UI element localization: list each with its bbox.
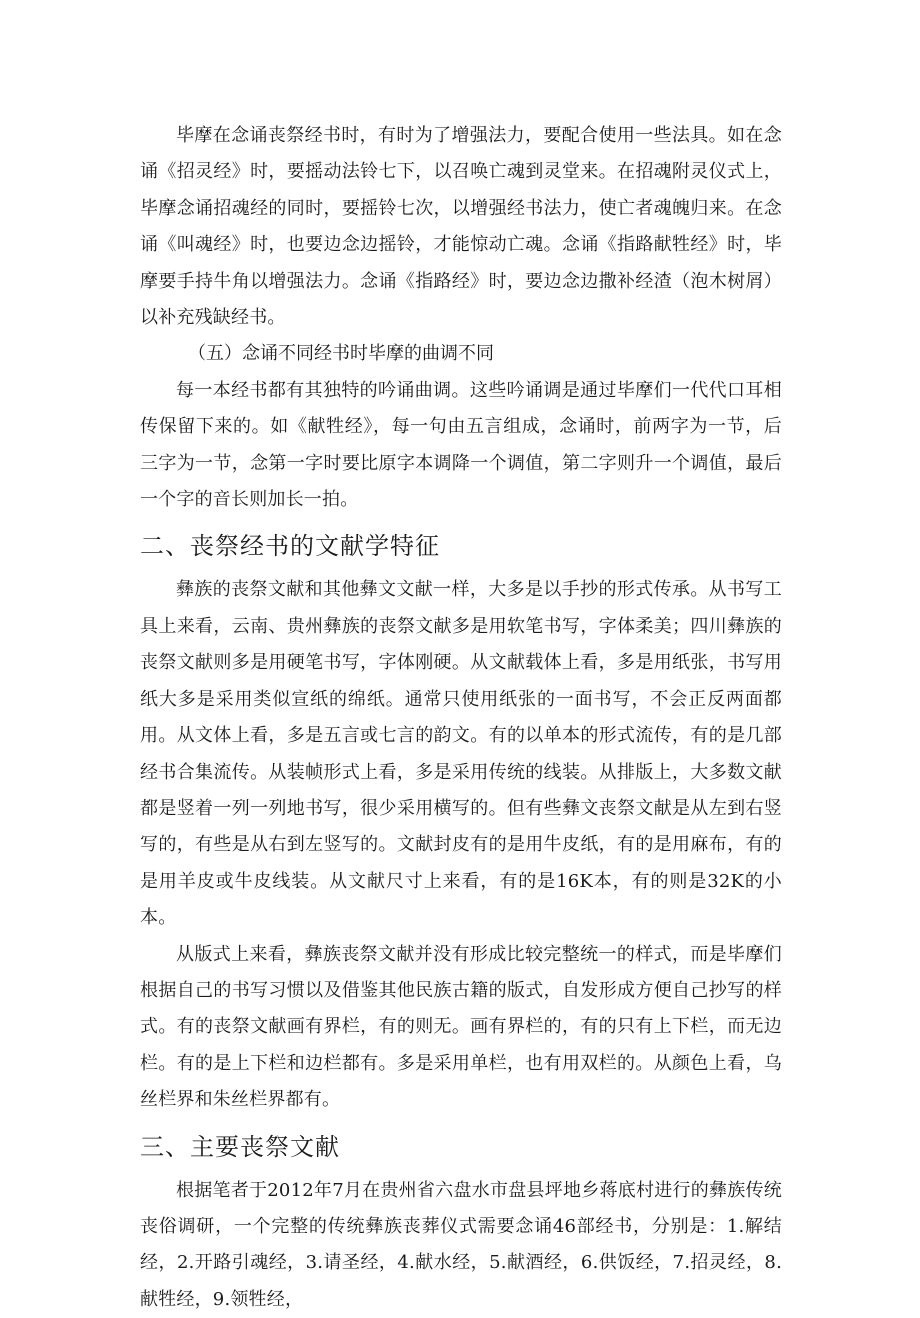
subheading-five: （五）念诵不同经书时毕摩的曲调不同 <box>188 343 494 365</box>
section-heading-two: 二、丧祭经书的文献学特征 <box>140 532 440 561</box>
paragraph-ritual-tools: 毕摩在念诵丧祭经书时，有时为了增强法力，要配合使用一些法具。如在念诵《招灵经》时，要摇动法铃七下，以召唤亡魂到灵堂来。在招魂附灵仪式上，毕摩念诵招魂经的同时，要摇铃七次，以增强经书法力，使亡者魂魄归来。在念诵《叫魂经》时，也要边念边摇铃，才能惊动亡魂。念诵《指路献牲经》时，毕摩要手持牛角以增强法力。念诵《指路经》时，要边念边撒补经渣（泡木树屑）以补充残缺经书。 <box>140 125 782 329</box>
document-page <box>140 118 782 1318</box>
paragraph-main-documents: 根据笔者于2012年7月在贵州省六盘水市盘县坪地乡蒋底村进行的彝族传统丧俗调研，一个完整的传统彝族丧葬仪式需要念诵46部经书，分别是：1.解结经，2.开路引魂经，3.请圣经，4.献水经，5.献酒经，6.供饭经，7.招灵经，8.献牲经，9.领牲经， <box>140 1179 782 1310</box>
paragraph-philology-features: 彝族的丧祭文献和其他彝文文献一样，大多是以手抄的形式传承。从书写工具上来看，云南、贵州彝族的丧祭文献多是用软笔书写，字体柔美；四川彝族的丧祭文献则多是用硬笔书写，字体刚硬。从文献载体上看，多是用纸张，书写用纸大多是采用类似宣纸的绵纸。通常只使用纸张的一面书写，不会正反两面都用。从文体上看，多是五言或七言的韵文。有的以单本的形式流传，有的是几部经书合集流传。从装帧形式上看，多是采用传统的线装。从排版上，大多数文献都是竖着一列一列地书写，很少采用横写的。但有些彝文丧祭文献是从左到右竖写的，有些是从右到左竖写的。文献封皮有的是用牛皮纸，有的是用麻布，有的是用羊皮或牛皮线装。从文献尺寸上来看，有的是16K本，有的则是32K的小本。 <box>140 579 782 929</box>
section-heading-three: 三、主要丧祭文献 <box>140 1132 340 1161</box>
paragraph-layout-style: 从版式上来看，彝族丧祭文献并没有形成比较完整统一的样式，而是毕摩们根据自己的书写习惯以及借鉴其他民族古籍的版式，自发形成方便自己抄写的样式。有的丧祭文献画有界栏，有的则无。画有界栏的，有的只有上下栏，而无边栏。有的是上下栏和边栏都有。多是采用单栏，也有用双栏的。从颜色上看，乌丝栏界和朱丝栏界都有。 <box>140 943 782 1111</box>
paragraph-chant-tunes: 每一本经书都有其独特的吟诵曲调。这些吟诵调是通过毕摩们一代代口耳相传保留下来的。如《献牲经》，每一句由五言组成，念诵时，前两字为一节，后三字为一节，念第一字时要比原字本调降一个调值，第二字则升一个调值，最后一个字的音长则加长一拍。 <box>140 379 782 511</box>
